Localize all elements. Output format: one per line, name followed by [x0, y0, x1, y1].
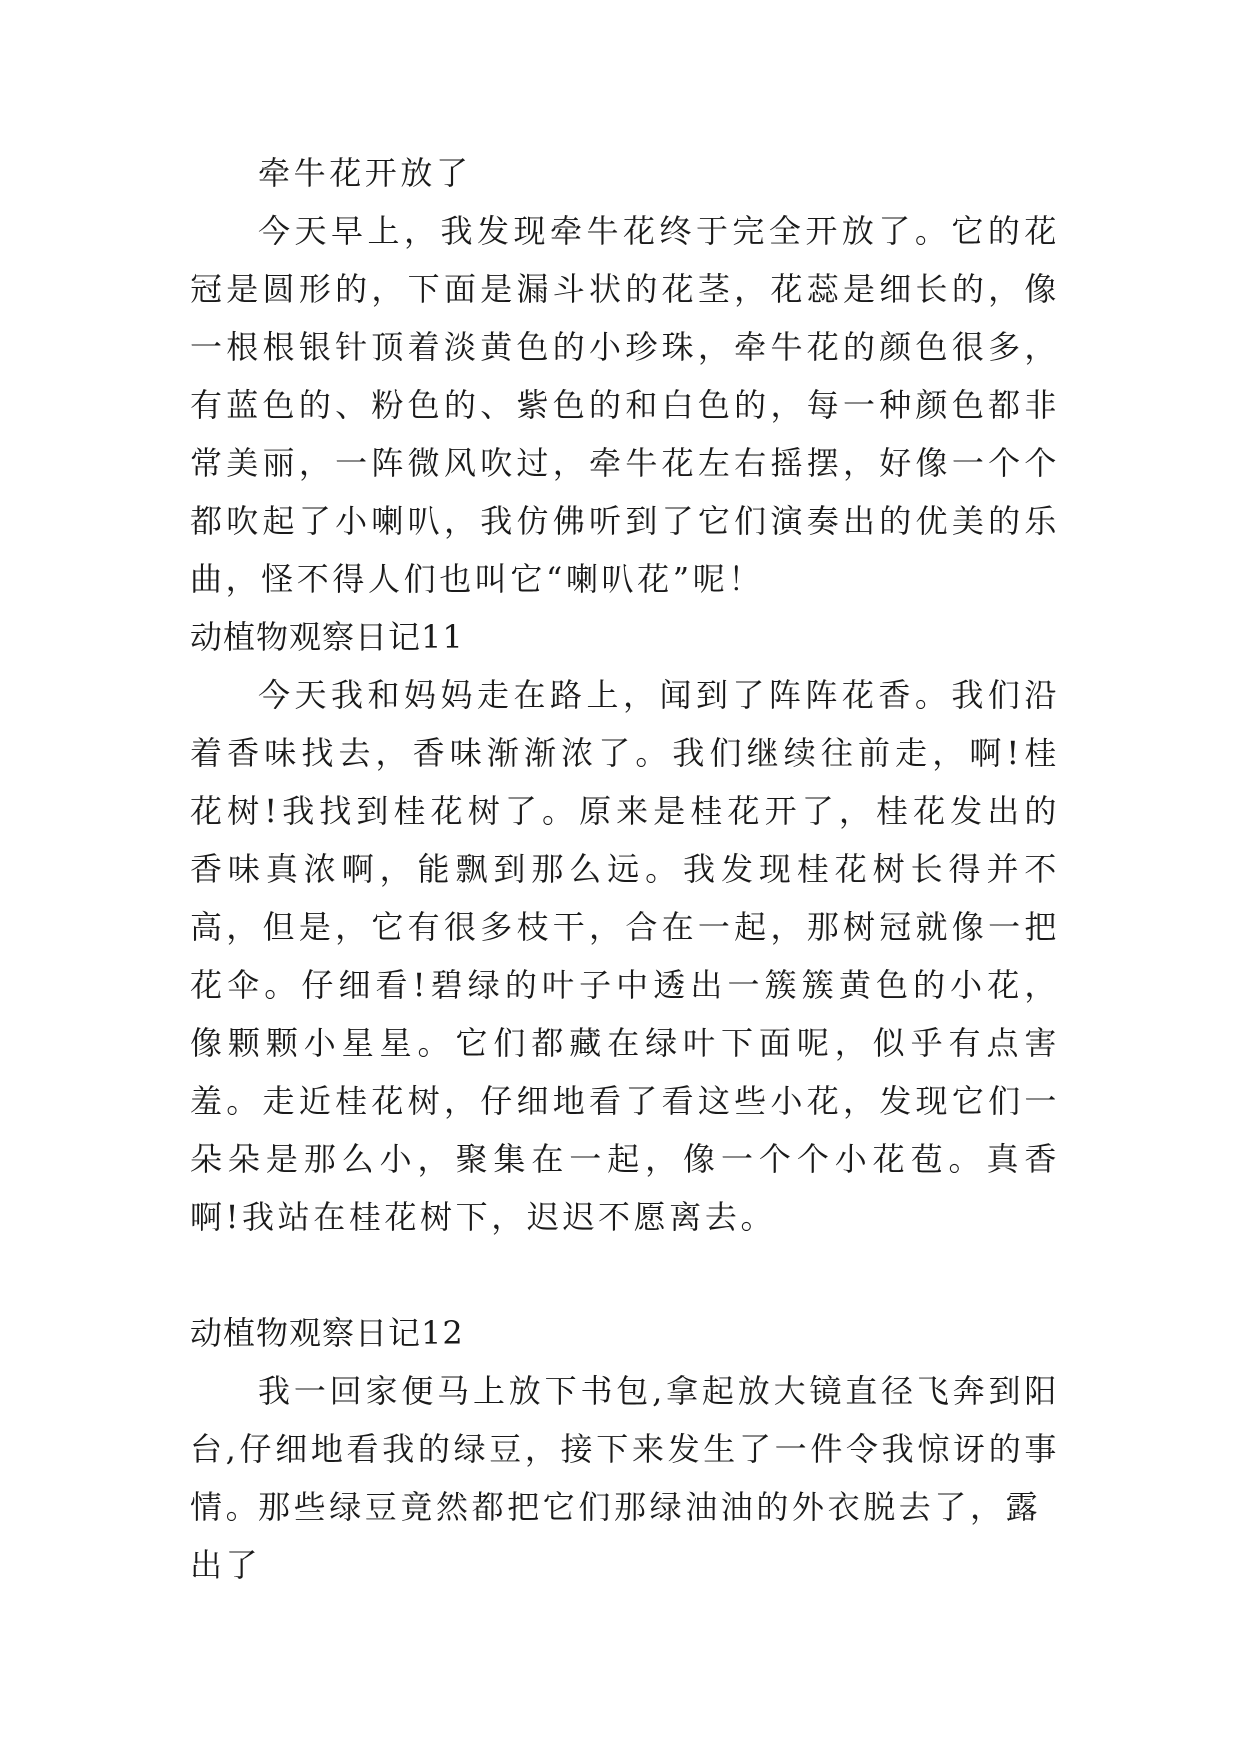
section-paragraph: 今天我和妈妈走在路上，闻到了阵阵花香。我们沿着香味找去，香味渐渐浓了。我们继续往前走，啊!桂花树!我找到桂花树了。原来是桂花开了，桂花发出的香味真浓啊，能飘到那么远。我发现桂花树长得并不高，但是，它有很多枝干，合在一起，那树冠就像一把花伞。仔细看!碧绿的叶子中透出一簇簇黄色的小花，像颗颗小星星。它们都藏在绿叶下面呢，似乎有点害羞。走近桂花树，仔细地看了看这些小花，发现它们一朵朵是那么小，聚集在一起，像一个个小花苞。真香啊!我站在桂花树下，迟迟不愿离去。 — [190, 676, 1060, 1236]
section-paragraph: 那些绿豆竟然都把它们那绿油油的外衣脱去了，露出了 — [190, 1488, 1042, 1584]
section-title: 动植物观察日记11 — [190, 618, 464, 656]
section-title: 动植物观察日记12 — [190, 1314, 464, 1352]
section-paragraph: 我一回家便马上放下书包,拿起放大镜直径飞奔到阳台,仔细地看我的绿豆，接下来发生了一件令我惊讶的事情。 — [190, 1372, 1060, 1526]
section-paragraph: 今天早上，我发现牵牛花终于完全开放了。它的花冠是圆形的，下面是漏斗状的花茎，花蕊是细长的，像一根根银针顶着淡黄色的小珍珠，牵牛花的颜色很多，有蓝色的、粉色的、紫色的和白色的，每一种颜色都非常美丽，一阵微风吹过，牵牛花左右摇摆，好像一个个都吹起了小喇叭，我仿佛听到了它们演奏出的优美的乐曲，怪不得人们也叫它“喇叭花”呢！ — [190, 212, 1060, 598]
section-title: 牵牛花开放了 — [258, 154, 472, 192]
